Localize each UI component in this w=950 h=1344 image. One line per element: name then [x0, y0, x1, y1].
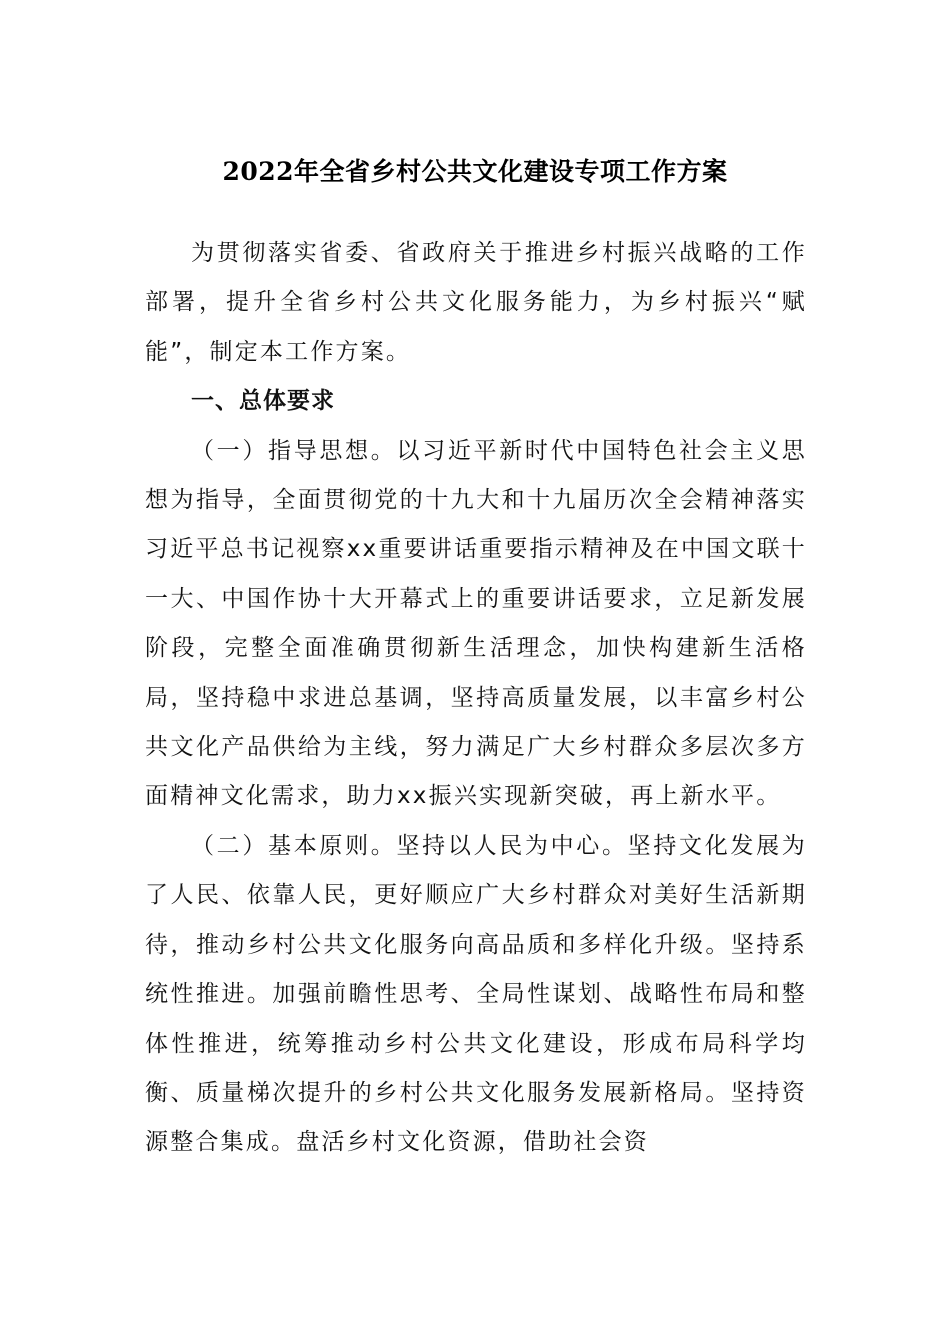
- intro-paragraph: 为贯彻落实省委、省政府关于推进乡村振兴战略的工作部署，提升全省乡村公共文化服务能力，为乡村振兴“赋能”，制定本工作方案。: [145, 240, 807, 365]
- section-heading: 一、总体要求: [191, 388, 335, 415]
- document-title: 2022年全省乡村公共文化建设专项工作方案: [222, 157, 728, 186]
- guiding-ideology-paragraph: （一）指导思想。以习近平新时代中国特色社会主义思想为指导，全面贯彻党的十九大和十九届历次全会精神落实习近平总书记视察xx重要讲话重要指示精神及在中国文联十一大、中国作协十大开幕式上的重要讲话要求，立足新发展阶段，完整全面准确贯彻新生活理念，加快构建新生活格局，坚持稳中求进总基调，坚持高质量发展，以丰富乡村公共文化产品供给为主线，努力满足广大乡村群众多层次多方面精神文化需求，助力xx振兴实现新突破，再上新水平。: [145, 437, 807, 810]
- document-body: [145, 229, 807, 1168]
- basic-principles-paragraph: （二）基本原则。坚持以人民为中心。坚持文化发展为了人民、依靠人民，更好顺应广大乡村群众对美好生活新期待，推动乡村公共文化服务向高品质和多样化升级。坚持系统性推进。加强前瞻性思考、全局性谋划、战略性布局和整体性推进，统筹推动乡村公共文化建设，形成布局科学均衡、质量梯次提升的乡村公共文化服务发展新格局。坚持资源整合集成。盘活乡村文化资源，借助社会资: [145, 832, 807, 1156]
